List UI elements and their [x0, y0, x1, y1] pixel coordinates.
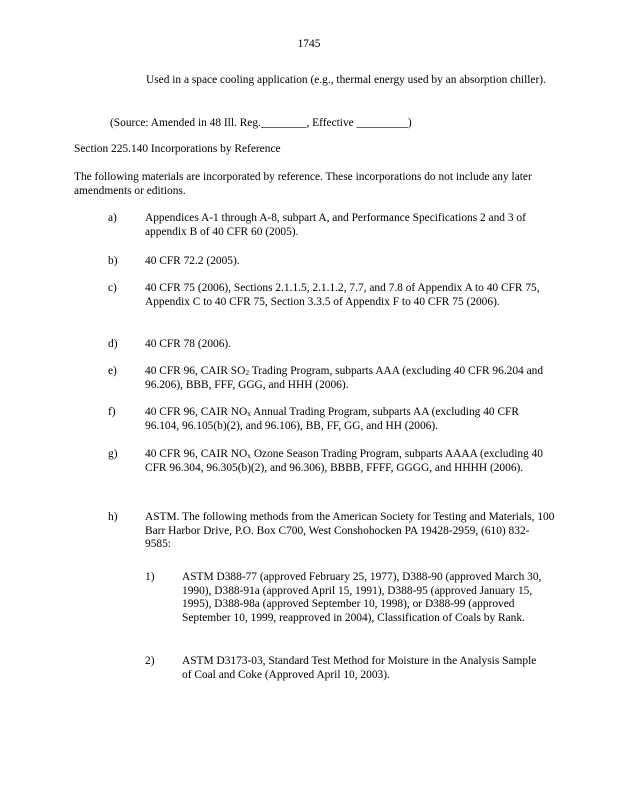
page-number: 1745	[297, 38, 321, 50]
item-text: 40 CFR 72.2 (2005).	[145, 255, 240, 267]
continuation-paragraph: Used in a space cooling application (e.g., thermal energy used by an absorption chiller).	[146, 74, 546, 86]
item-text	[145, 448, 555, 475]
subitem-marker: 2)	[145, 655, 155, 667]
item-subscript: x	[247, 409, 251, 418]
source-blank-register: ________	[260, 117, 307, 129]
item-subscript: x	[247, 451, 251, 460]
source-suffix: )	[407, 117, 412, 129]
item-text-before: 40 CFR 96, CAIR SO	[145, 365, 246, 377]
source-note	[110, 117, 530, 131]
subitem-text: ASTM D388-77 (approved February 25, 1977), D388-90 (approved March 30, 1990), D388-91a (approved April 15, 1991), D388-95 (approved January 15, 1995), D388-98a (approved September 10, 1998), or D388-99 (approved September 10, 1999, reapproved in 2004), Classification of Coals by Rank.	[182, 571, 542, 624]
subitem-marker: 1)	[145, 571, 155, 583]
item-marker: e)	[108, 365, 117, 377]
section-heading: Section 225.140 Incorporations by Reference	[74, 143, 281, 155]
source-blank-effective: _________	[356, 117, 408, 129]
source-mid: , Effective	[306, 117, 357, 129]
item-text-after: Trading Program, subparts AAA (excluding 40 CFR 96.204 and 96.206), BBB, FFF, GGG, and HHH (2006).	[145, 365, 544, 391]
item-text-before: 40 CFR 96, CAIR NO	[145, 406, 248, 418]
subitem-text: ASTM D3173-03, Standard Test Method for Moisture in the Analysis Sample of Coal and Coke (Approved April 10, 2003).	[182, 655, 537, 681]
item-text-after: Ozone Season Trading Program, subparts AAAA (excluding 40 CFR 96.304, 96.305(b)(2), and 96.306), BBBB, FFFF, GGGG, and HHHH (2006).	[145, 448, 543, 474]
item-text: 40 CFR 75 (2006), Sections 2.1.1.5, 2.1.1.2, 7.7, and 7.8 of Appendix A to 40 CFR 75, Appendix C to 40 CFR 75, Section 3.3.5 of Appendix F to 40 CFR 75 (2006).	[145, 282, 540, 308]
item-marker: h)	[108, 511, 118, 523]
intro-paragraph: The following materials are incorporated by reference. These incorporations do not include any later amendments or editions.	[74, 171, 532, 197]
item-text-before: 40 CFR 96, CAIR NO	[145, 448, 248, 460]
item-marker: g)	[108, 448, 118, 460]
item-text: Appendices A-1 through A-8, subpart A, and Performance Specifications 2 and 3 of appendix B of 40 CFR 60 (2005).	[145, 212, 526, 238]
item-marker: a)	[108, 212, 117, 224]
item-subscript: 2	[245, 368, 250, 377]
item-text: 40 CFR 78 (2006).	[145, 338, 232, 350]
item-text	[145, 406, 555, 433]
item-text	[145, 365, 555, 392]
item-marker: b)	[108, 255, 118, 267]
source-prefix: (Source: Amended in 48 Ill. Reg.	[110, 117, 261, 129]
item-marker: c)	[108, 282, 117, 294]
item-marker: f)	[108, 406, 116, 418]
item-text: ASTM. The following methods from the American Society for Testing and Materials, 100 Barr Harbor Drive, P.O. Box C700, West Conshohocken PA 19428-2959, (610) 832-9585:	[145, 511, 555, 551]
item-text-after: Annual Trading Program, subparts AA (excluding 40 CFR 96.104, 96.105(b)(2), and 96.106), BB, FF, GG, and HH (2006).	[145, 406, 519, 432]
item-marker: d)	[108, 338, 118, 350]
